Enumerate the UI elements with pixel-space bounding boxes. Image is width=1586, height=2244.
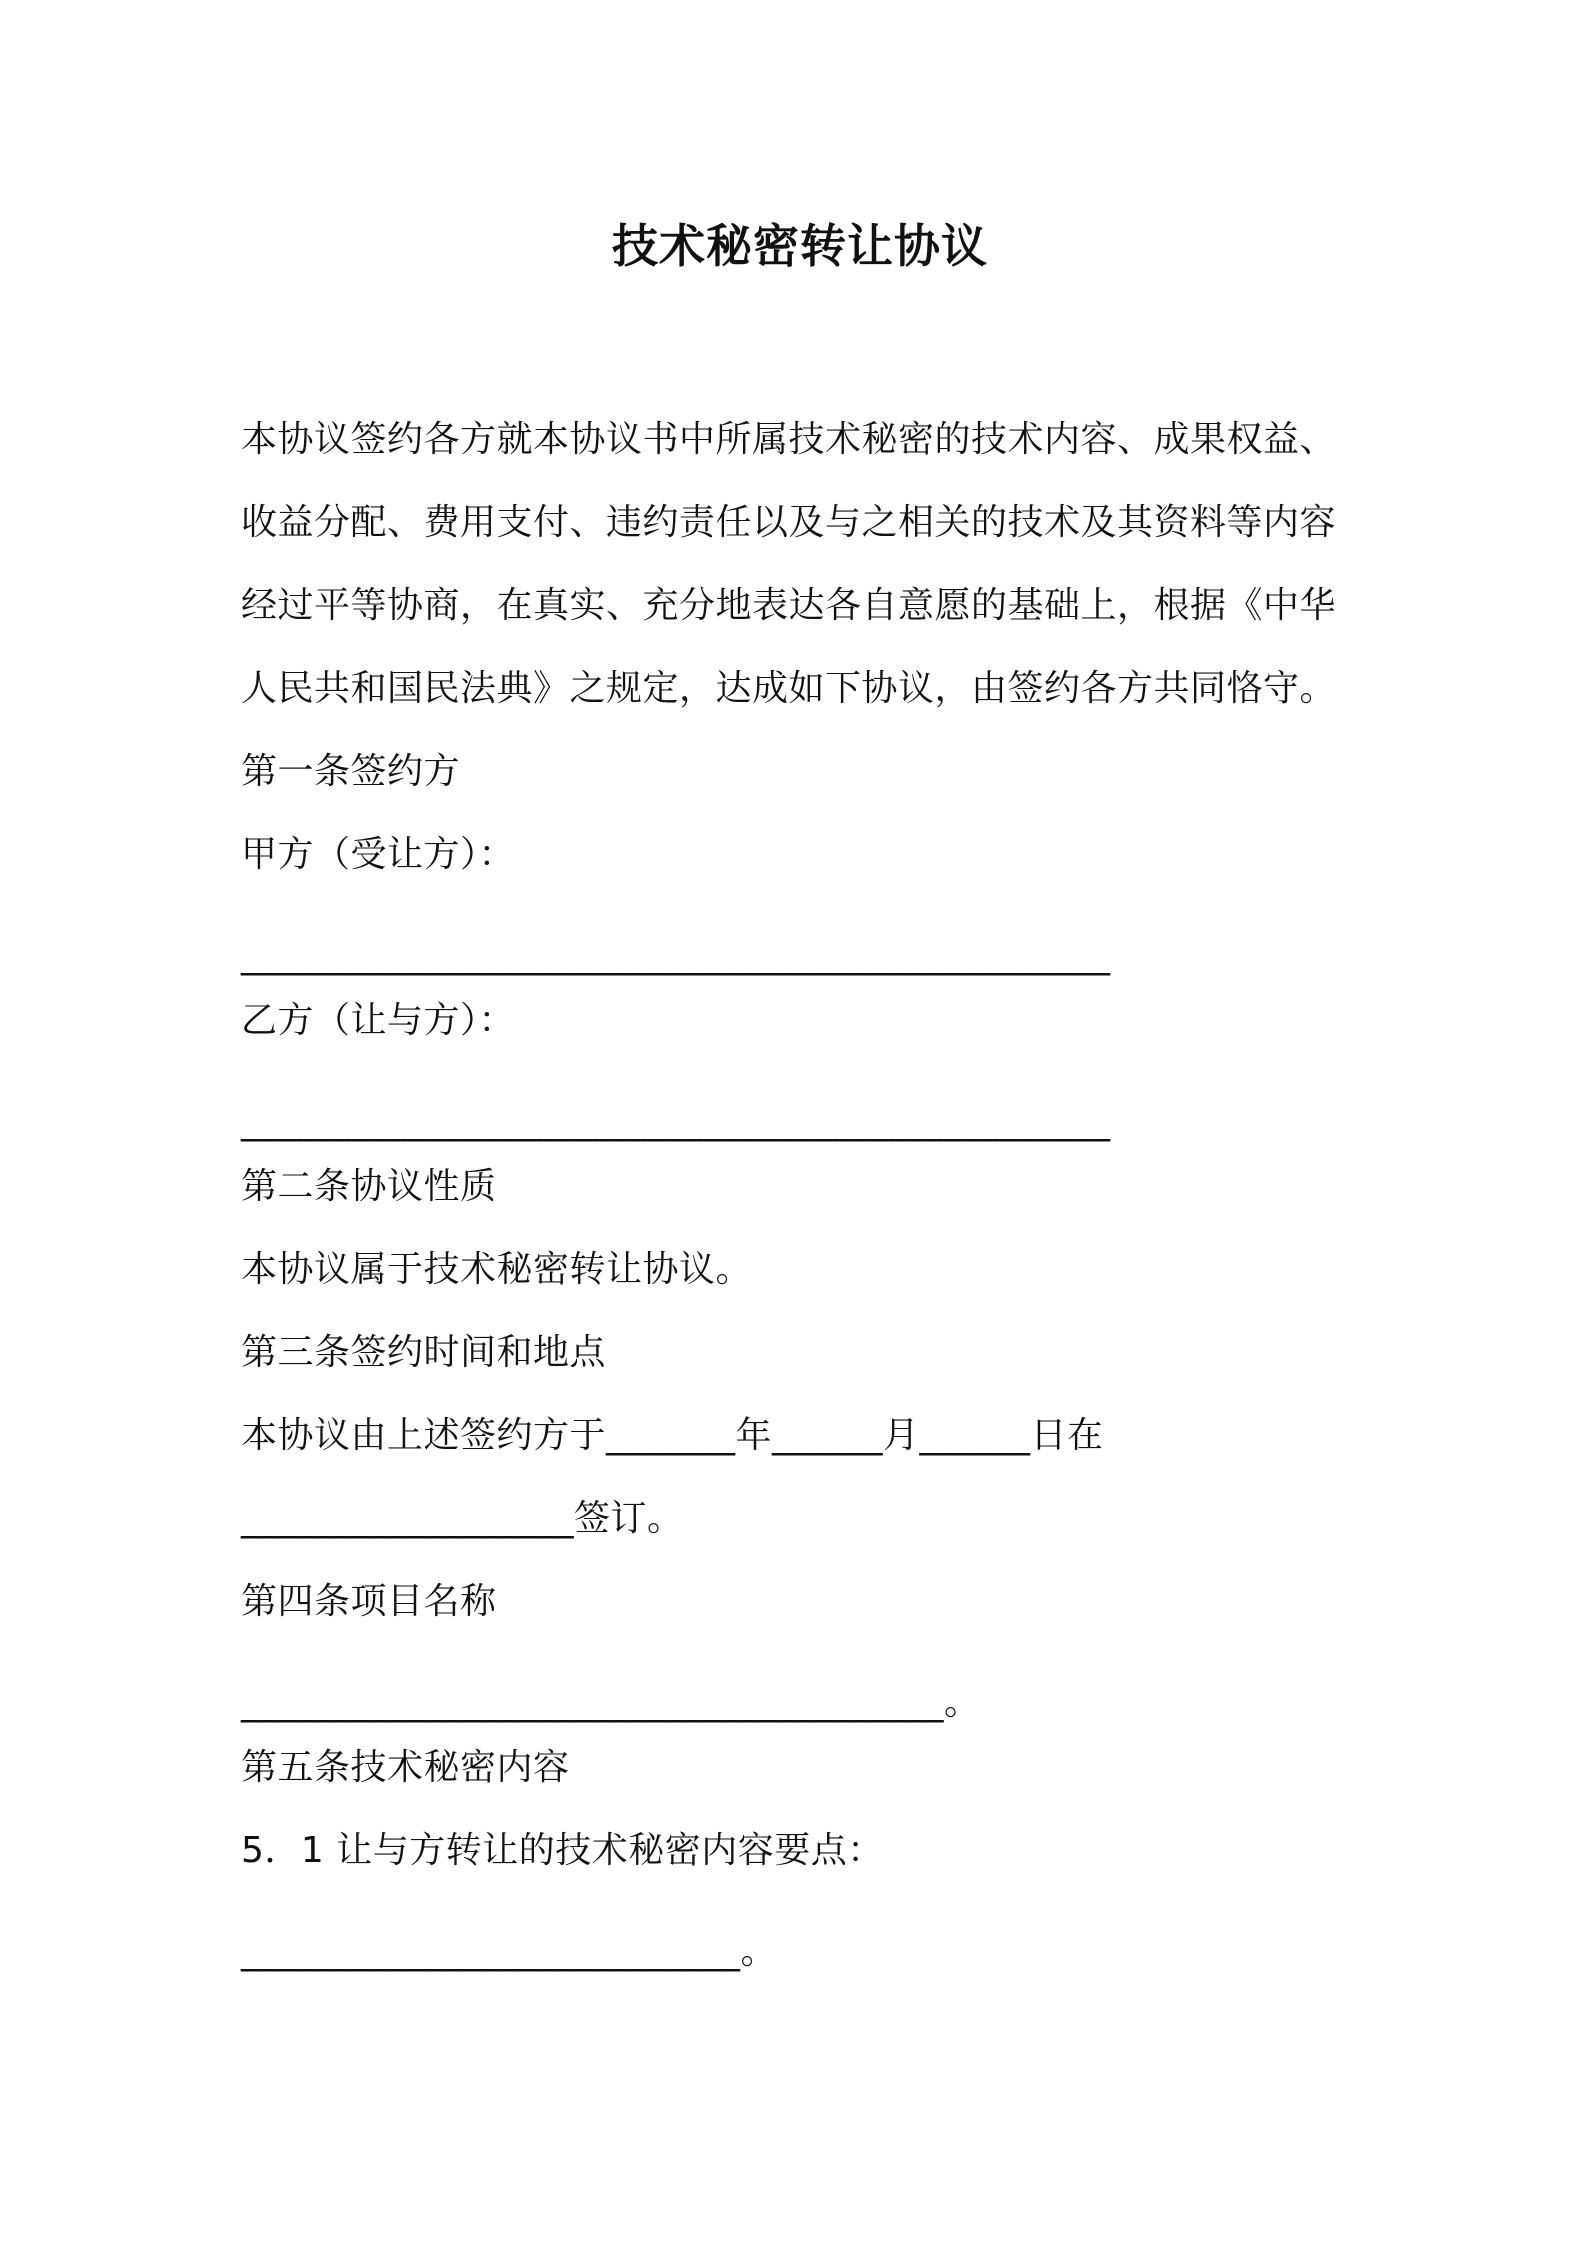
signing-date-prefix: 本协议由上述签约方于	[241, 1415, 607, 1456]
party-a-blank: _______________________________________________	[241, 935, 1111, 976]
article5-heading: 第五条技术秘密内容	[241, 1747, 570, 1788]
intro-line-2: 收益分配、费用支付、违约责任以及与之相关的技术及其资料等内容	[241, 502, 1337, 543]
party-b-label: 乙方（让与方）：	[241, 1000, 516, 1041]
intro-line-1: 本协议签约各方就本协议书中所属技术秘密的技术内容、成果权益、	[241, 419, 1337, 460]
signing-date-line	[241, 1410, 1104, 1462]
place-blank: __________________	[241, 1498, 574, 1539]
year-blank: _______	[606, 1415, 736, 1456]
article3-heading: 第三条签约时间和地点	[241, 1332, 607, 1373]
article2-text: 本协议属于技术秘密转让协议。	[241, 1249, 753, 1290]
project-name-blank: ______________________________________	[241, 1682, 944, 1723]
document-title: 技术秘密转让协议	[612, 219, 988, 273]
year-label: 年	[735, 1415, 773, 1456]
intro-line-4: 人民共和国民法典》之规定，达成如下协议，由签约各方共同恪守。	[241, 668, 1337, 709]
month-blank: ______	[772, 1415, 884, 1456]
project-name-suffix: 。	[944, 1682, 981, 1723]
article4-heading: 第四条项目名称	[241, 1581, 497, 1622]
month-label: 月	[883, 1415, 920, 1456]
signing-place-line	[241, 1493, 684, 1545]
day-label: 日在	[1030, 1415, 1104, 1456]
article2-heading: 第二条协议性质	[241, 1166, 497, 1207]
party-a-label: 甲方（受让方）：	[241, 834, 516, 875]
intro-line-3: 经过平等协商，在真实、充分地表达各自意愿的基础上，根据《中华	[241, 585, 1337, 626]
party-b-blank: _______________________________________________	[241, 1101, 1111, 1142]
day-blank: ______	[919, 1415, 1031, 1456]
item-5-1-suffix: 。	[740, 1931, 778, 1972]
article1-heading: 第一条签约方	[241, 751, 461, 792]
item-5-1: 5．1 让与方转让的技术秘密内容要点：	[241, 1830, 884, 1871]
project-name-line	[241, 1677, 981, 1729]
place-suffix: 签订。	[574, 1498, 684, 1539]
item-5-1-blank: ___________________________	[241, 1931, 741, 1972]
item-5-1-line	[241, 1926, 777, 1978]
